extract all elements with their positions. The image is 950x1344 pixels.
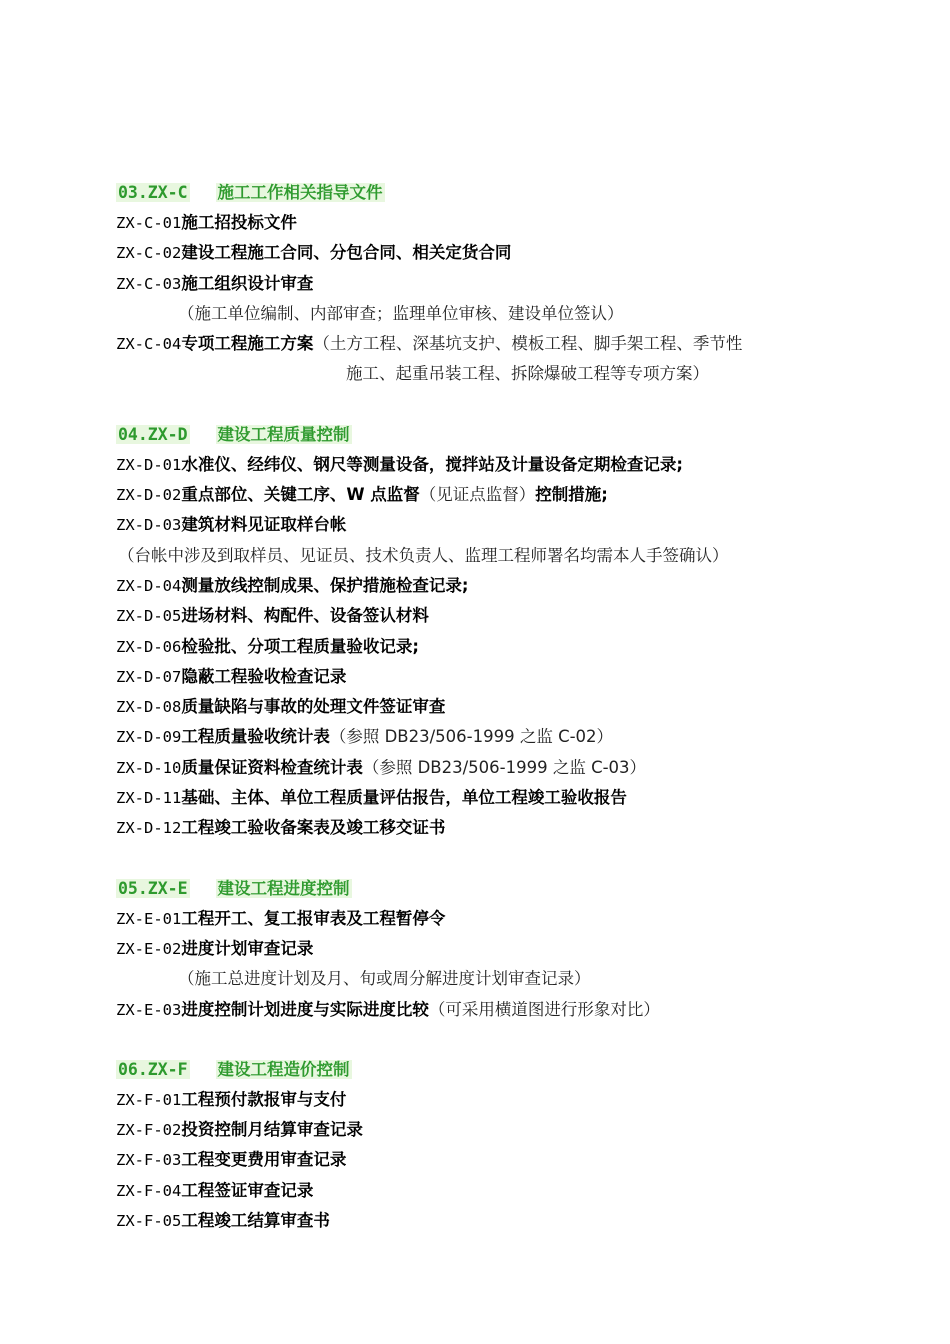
list-item — [116, 1085, 856, 1115]
item-title: 测量放线控制成果、保护措施检查记录; — [181, 575, 469, 595]
section-code: 03.ZX-C — [118, 183, 188, 202]
list-item — [116, 1145, 856, 1175]
item-title: 检验批、分项工程质量验收记录; — [181, 636, 419, 656]
item-note: （可采用横道图进行形象对比） — [428, 999, 660, 1019]
item-code: ZX-C-02 — [116, 244, 182, 263]
list-item — [116, 1206, 856, 1236]
item-code: ZX-F-02 — [116, 1121, 182, 1140]
section-code: 04.ZX-D — [118, 424, 188, 444]
item-title: 建筑材料见证取样台帐 — [181, 515, 347, 535]
section-code: 06.ZX-F — [118, 1059, 188, 1079]
item-code: ZX-C-03 — [116, 274, 182, 293]
item-note: （土方工程、深基坑支护、模板工程、脚手架工程、季节性 — [313, 334, 743, 354]
section-code: 05.ZX-E — [118, 878, 188, 898]
item-code: ZX-F-05 — [116, 1212, 182, 1231]
list-item — [116, 571, 856, 601]
item-code: ZX-D-11 — [116, 789, 182, 808]
list-item — [116, 783, 856, 813]
item-code: ZX-C-01 — [116, 214, 182, 232]
item-title: 工程签证审查记录 — [181, 1180, 314, 1200]
item-code: ZX-C-04 — [116, 335, 182, 354]
section-heading — [116, 420, 856, 450]
item-title: 工程预付款报审与支付 — [181, 1089, 347, 1109]
list-item — [116, 632, 856, 662]
list-item — [116, 269, 856, 299]
section-zx-d — [116, 420, 856, 844]
item-title: 重点部位、关键工序、W 点监督 — [181, 485, 420, 505]
section-zx-e — [116, 874, 856, 1025]
item-code: ZX-D-04 — [116, 576, 182, 595]
section-title: 建设工程造价控制 — [217, 1059, 350, 1079]
item-title: 工程竣工验收备案表及竣工移交证书 — [181, 818, 446, 838]
item-title: 进度计划审查记录 — [181, 938, 314, 958]
list-item — [116, 208, 856, 238]
item-code: ZX-D-09 — [116, 728, 182, 747]
section-heading — [116, 1055, 856, 1085]
section-heading — [116, 874, 856, 904]
item-note: （施工单位编制、内部审查；监理单位审核、建设单位签认） — [178, 303, 624, 323]
item-title: 施工组织设计审查 — [181, 273, 314, 293]
item-code: ZX-D-03 — [116, 516, 182, 535]
item-code: ZX-D-01 — [116, 455, 182, 474]
item-code: ZX-D-08 — [116, 698, 182, 717]
item-title: 投资控制月结算审查记录 — [181, 1120, 363, 1140]
section-zx-f — [116, 1055, 856, 1236]
item-title: 基础、主体、单位工程质量评估报告，单位工程竣工验收报告 — [181, 788, 627, 808]
list-item — [116, 692, 856, 722]
section-title: 建设工程进度控制 — [217, 878, 350, 898]
list-item — [116, 480, 856, 510]
list-item — [116, 601, 856, 631]
item-title: 进度控制计划进度与实际进度比较 — [181, 999, 429, 1019]
item-code: ZX-D-10 — [116, 758, 182, 777]
list-item — [116, 329, 856, 359]
list-item — [116, 238, 856, 268]
section-title: 建设工程质量控制 — [217, 424, 350, 444]
document-page — [116, 178, 856, 1266]
section-title: 施工工作相关指导文件 — [217, 183, 383, 202]
item-code: ZX-D-07 — [116, 667, 182, 686]
item-title: 工程竣工结算审查书 — [181, 1211, 330, 1231]
item-code: ZX-F-03 — [116, 1151, 182, 1170]
item-note: （台帐中涉及到取样员、见证员、技术负责人、监理工程师署名均需本人手签确认） — [118, 545, 729, 565]
list-item — [116, 662, 856, 692]
item-code: ZX-F-04 — [116, 1181, 182, 1200]
list-item — [116, 934, 856, 964]
list-item — [116, 813, 856, 843]
item-code: ZX-E-02 — [116, 939, 182, 958]
item-title: 进场材料、构配件、设备签认材料 — [181, 606, 429, 626]
item-note: （参照 DB23/506-1999 之监 C-02） — [329, 727, 614, 747]
item-title: 专项工程施工方案 — [181, 334, 314, 354]
list-item — [116, 450, 856, 480]
item-code: ZX-E-01 — [116, 909, 182, 928]
item-title: 工程开工、复工报审表及工程暂停令 — [181, 908, 446, 928]
section-heading — [116, 178, 856, 208]
item-note: （施工总进度计划及月、旬或周分解进度计划审查记录） — [178, 969, 591, 989]
item-code: ZX-D-06 — [116, 637, 182, 656]
item-note-continuation: 施工、起重吊装工程、拆除爆破工程等专项方案） — [346, 364, 709, 384]
item-note: （参照 DB23/506-1999 之监 C-03） — [362, 757, 647, 777]
item-code: ZX-F-01 — [116, 1090, 182, 1109]
item-code: ZX-D-05 — [116, 607, 182, 626]
item-title: 建设工程施工合同、分包合同、相关定货合同 — [181, 243, 512, 263]
item-title-tail: 控制措施; — [535, 485, 608, 505]
list-item — [116, 995, 856, 1025]
item-title: 质量保证资料检查统计表 — [181, 757, 363, 777]
list-item — [116, 722, 856, 752]
item-title: 工程质量验收统计表 — [181, 727, 330, 747]
section-zx-c — [116, 178, 856, 390]
item-code: ZX-E-03 — [116, 1000, 182, 1019]
list-item — [116, 904, 856, 934]
list-item — [116, 1176, 856, 1206]
list-item — [116, 510, 856, 540]
item-note: （见证点监督） — [419, 485, 536, 505]
list-item — [116, 753, 856, 783]
item-title: 施工招投标文件 — [181, 213, 297, 232]
item-title: 隐蔽工程验收检查记录 — [181, 666, 347, 686]
item-title: 质量缺陷与事故的处理文件签证审查 — [181, 697, 446, 717]
item-title: 工程变更费用审查记录 — [181, 1150, 347, 1170]
item-title: 水准仪、经纬仪、钢尺等测量设备，搅拌站及计量设备定期检查记录; — [181, 454, 683, 474]
item-code: ZX-D-02 — [116, 486, 182, 505]
item-code: ZX-D-12 — [116, 819, 182, 838]
list-item — [116, 1115, 856, 1145]
